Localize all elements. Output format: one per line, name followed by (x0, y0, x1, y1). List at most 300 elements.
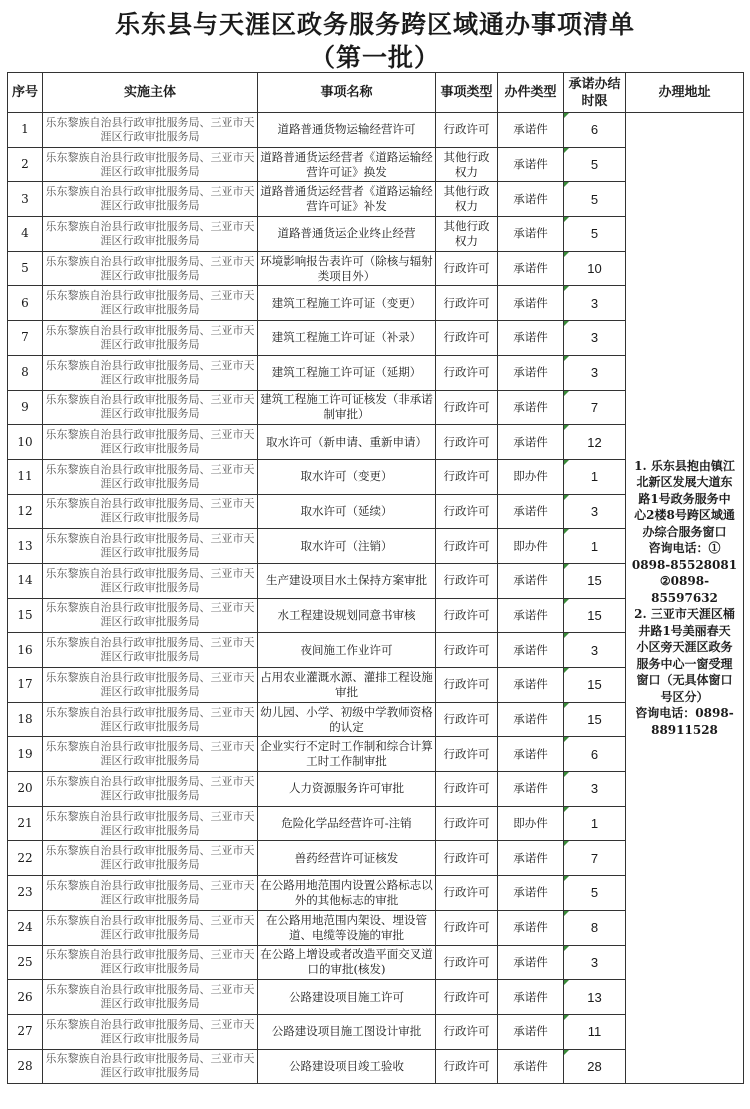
row-days (564, 945, 626, 980)
row-subject-text: 乐东黎族自治县行政审批服务局、三亚市天涯区行政审批服务局 (45, 428, 255, 456)
row-process-type (498, 772, 564, 807)
row-item-name (258, 390, 436, 425)
row-item-kind-text: 行政许可 (443, 954, 490, 969)
row-subject-text: 乐东黎族自治县行政审批服务局、三亚市天涯区行政审批服务局 (45, 809, 255, 837)
row-subject (43, 113, 258, 148)
address-line: 号区分） (660, 689, 709, 704)
row-days (564, 321, 626, 356)
row-process-type-text: 承诺件 (513, 157, 548, 172)
row-item-name (258, 1014, 436, 1049)
row-item-kind (436, 702, 498, 737)
row-number-text: 18 (17, 712, 33, 727)
row-item-name-text: 公路建设项目施工许可 (289, 989, 404, 1004)
row-subject (43, 702, 258, 737)
row-subject (43, 668, 258, 703)
address-line: 0898-85528081 (631, 557, 738, 572)
row-subject-text: 乐东黎族自治县行政审批服务局、三亚市天涯区行政审批服务局 (45, 878, 255, 906)
row-item-kind (436, 459, 498, 494)
row-item-name-text: 环境影响报告表许可（除核与辐射类项目外） (260, 253, 433, 283)
row-item-kind (436, 910, 498, 945)
row-number (8, 668, 43, 703)
cell-marker-icon (564, 876, 569, 881)
row-process-type (498, 563, 564, 598)
row-item-kind-text: 行政许可 (443, 399, 490, 414)
cell-marker-icon (564, 425, 569, 430)
row-item-name-text: 在公路上增设或者改造平面交叉道口的审批(核发) (260, 947, 433, 977)
row-number (8, 113, 43, 148)
row-process-type (498, 598, 564, 633)
address-line: 咨询电话：① (648, 541, 721, 556)
row-item-kind (436, 980, 498, 1015)
row-subject (43, 217, 258, 252)
row-item-name-text: 兽药经营许可证核发 (294, 850, 399, 865)
row-days-text: 1 (590, 538, 599, 554)
row-days (564, 772, 626, 807)
row-item-name (258, 251, 436, 286)
row-item-name-text: 企业实行不定时工作制和综合计算工时工作制审批 (260, 739, 433, 769)
header-no: 序号 (8, 73, 43, 113)
row-number-text: 21 (17, 816, 33, 831)
row-process-type-text: 承诺件 (513, 399, 548, 414)
row-number (8, 841, 43, 876)
row-item-kind (436, 668, 498, 703)
cell-marker-icon (564, 356, 569, 361)
row-number-text: 1 (21, 122, 29, 137)
row-item-kind-text: 行政许可 (443, 261, 490, 276)
row-process-type (498, 425, 564, 460)
row-number (8, 737, 43, 772)
row-days-text: 15 (587, 712, 602, 728)
cell-marker-icon (564, 182, 569, 187)
row-days (564, 182, 626, 217)
row-number-text: 8 (21, 365, 29, 380)
row-subject-text: 乐东黎族自治县行政审批服务局、三亚市天涯区行政审批服务局 (45, 948, 255, 976)
cell-marker-icon (564, 633, 569, 638)
row-item-name-text: 危险化学品经营许可-注销 (281, 816, 412, 831)
row-subject (43, 147, 258, 182)
row-item-name (258, 286, 436, 321)
row-process-type (498, 147, 564, 182)
row-process-type (498, 321, 564, 356)
row-item-name (258, 806, 436, 841)
row-number (8, 459, 43, 494)
table-body (8, 113, 744, 1084)
address-line: 北新区发展大道东 (636, 475, 733, 490)
cell-marker-icon (564, 1015, 569, 1020)
row-item-name-text: 道路普通货运经营者《道路运输经营许可证》补发 (260, 184, 433, 214)
row-item-kind (436, 147, 498, 182)
row-number (8, 806, 43, 841)
row-number (8, 147, 43, 182)
row-process-type (498, 806, 564, 841)
row-item-kind (436, 355, 498, 390)
row-subject-text: 乐东黎族自治县行政审批服务局、三亚市天涯区行政审批服务局 (45, 566, 255, 594)
row-item-kind-text: 行政许可 (443, 330, 490, 345)
row-item-name (258, 633, 436, 668)
row-item-kind (436, 841, 498, 876)
address-line: 咨询电话：0898- (635, 706, 734, 721)
row-days-text: 10 (587, 261, 602, 277)
address-line: 85597632 (651, 590, 718, 605)
cell-marker-icon (564, 460, 569, 465)
row-process-type-text: 承诺件 (513, 573, 548, 588)
row-item-kind-text: 行政许可 (443, 989, 490, 1004)
row-item-kind (436, 806, 498, 841)
row-days-text: 12 (587, 434, 602, 450)
row-subject (43, 876, 258, 911)
row-days-text: 6 (590, 746, 599, 762)
row-subject (43, 806, 258, 841)
row-item-kind-text: 行政许可 (443, 1024, 490, 1039)
cell-marker-icon (564, 807, 569, 812)
row-subject-text: 乐东黎族自治县行政审批服务局、三亚市天涯区行政审批服务局 (45, 774, 255, 802)
row-item-kind-text: 行政许可 (443, 122, 490, 137)
address-line: 2. 三亚市天涯区桶 (634, 607, 735, 622)
row-days-text: 15 (587, 677, 602, 693)
header-address: 办理地址 (626, 73, 744, 113)
row-item-name-text: 公路建设项目竣工验收 (289, 1058, 404, 1073)
row-subject (43, 737, 258, 772)
row-item-kind-text: 行政许可 (443, 573, 490, 588)
cell-marker-icon (564, 391, 569, 396)
row-days-text: 11 (587, 1024, 602, 1040)
row-days-text: 5 (590, 226, 599, 242)
row-process-type (498, 1049, 564, 1084)
cell-marker-icon (564, 703, 569, 708)
row-number (8, 876, 43, 911)
row-item-name (258, 1049, 436, 1084)
row-process-type (498, 529, 564, 564)
row-item-name-text: 取水许可（新申请、重新申请） (266, 434, 427, 449)
row-item-name (258, 113, 436, 148)
row-days (564, 113, 626, 148)
row-process-type-text: 承诺件 (513, 885, 548, 900)
cell-marker-icon (564, 911, 569, 916)
row-days-text: 6 (590, 122, 599, 138)
row-subject-text: 乐东黎族自治县行政审批服务局、三亚市天涯区行政审批服务局 (45, 323, 255, 351)
row-item-kind-text: 其他行政权力 (443, 184, 490, 214)
row-days (564, 286, 626, 321)
row-days (564, 529, 626, 564)
row-days-text: 3 (590, 330, 599, 346)
row-number-text: 25 (17, 954, 33, 969)
row-days-text: 13 (587, 989, 602, 1005)
row-number (8, 390, 43, 425)
row-days-text: 3 (590, 954, 599, 970)
row-item-name (258, 459, 436, 494)
service-items-table (7, 72, 744, 1084)
row-process-type-text: 承诺件 (513, 746, 548, 761)
row-item-name (258, 529, 436, 564)
header-days: 承诺办结时限 (564, 73, 626, 113)
row-item-kind-text: 行政许可 (443, 469, 490, 484)
row-days (564, 980, 626, 1015)
row-number (8, 494, 43, 529)
row-days (564, 737, 626, 772)
cell-marker-icon (564, 599, 569, 604)
row-subject (43, 390, 258, 425)
title-line-1: 乐东县与天涯区政务服务跨区域通办事项清单 (114, 10, 635, 39)
cell-marker-icon (564, 529, 569, 534)
row-number (8, 182, 43, 217)
row-process-type-text: 承诺件 (513, 989, 548, 1004)
row-process-type-text: 承诺件 (513, 677, 548, 692)
row-days (564, 390, 626, 425)
row-item-name (258, 563, 436, 598)
row-process-type-text: 承诺件 (513, 191, 548, 206)
row-process-type-text: 承诺件 (513, 295, 548, 310)
row-number (8, 321, 43, 356)
row-process-type (498, 737, 564, 772)
row-item-kind-text: 其他行政权力 (443, 218, 490, 248)
row-days (564, 668, 626, 703)
row-subject (43, 286, 258, 321)
row-subject-text: 乐东黎族自治县行政审批服务局、三亚市天涯区行政审批服务局 (45, 219, 255, 247)
row-days (564, 598, 626, 633)
row-item-kind (436, 563, 498, 598)
row-subject-text: 乐东黎族自治县行政审批服务局、三亚市天涯区行政审批服务局 (45, 393, 255, 421)
row-item-kind-text: 行政许可 (443, 677, 490, 692)
row-item-kind (436, 772, 498, 807)
row-process-type (498, 251, 564, 286)
row-item-name (258, 702, 436, 737)
cell-marker-icon (564, 148, 569, 153)
row-days-text: 28 (587, 1058, 602, 1074)
row-item-name-text: 人力资源服务许可审批 (289, 781, 404, 796)
row-item-kind (436, 390, 498, 425)
row-item-kind-text: 行政许可 (443, 816, 490, 831)
row-subject-text: 乐东黎族自治县行政审批服务局、三亚市天涯区行政审批服务局 (45, 601, 255, 629)
table-header-row (8, 73, 744, 113)
row-days (564, 876, 626, 911)
cell-marker-icon (564, 1050, 569, 1055)
row-item-kind (436, 251, 498, 286)
row-number-text: 7 (21, 330, 29, 345)
row-process-type-text: 承诺件 (513, 850, 548, 865)
row-number (8, 633, 43, 668)
row-subject-text: 乐东黎族自治县行政审批服务局、三亚市天涯区行政审批服务局 (45, 358, 255, 386)
cell-marker-icon (564, 321, 569, 326)
row-item-kind-text: 行政许可 (443, 295, 490, 310)
row-item-name-text: 取水许可（延续） (300, 503, 393, 518)
row-days (564, 563, 626, 598)
row-item-kind-text: 行政许可 (443, 712, 490, 727)
row-days (564, 1049, 626, 1084)
row-number-text: 26 (17, 989, 33, 1004)
address-line: 窗口（无具体窗口 (636, 673, 733, 688)
row-subject (43, 321, 258, 356)
document-title (0, 8, 750, 74)
row-number (8, 563, 43, 598)
row-subject (43, 772, 258, 807)
title-line-2: （第一批） (309, 43, 440, 72)
row-subject-text: 乐东黎族自治县行政审批服务局、三亚市天涯区行政审批服务局 (45, 150, 255, 178)
row-item-name-text: 水工程建设规划同意书审核 (277, 607, 416, 622)
row-number-text: 28 (17, 1058, 33, 1073)
row-process-type-text: 即办件 (513, 816, 548, 831)
row-item-kind-text: 行政许可 (443, 885, 490, 900)
row-item-kind (436, 182, 498, 217)
row-process-type-text: 承诺件 (513, 1058, 548, 1073)
row-process-type-text: 即办件 (513, 469, 548, 484)
row-process-type (498, 876, 564, 911)
address-line: 88911528 (651, 722, 718, 737)
row-item-name (258, 494, 436, 529)
row-subject-text: 乐东黎族自治县行政审批服务局、三亚市天涯区行政审批服务局 (45, 497, 255, 525)
row-days-text: 3 (590, 365, 599, 381)
table-row (8, 113, 744, 148)
row-item-kind-text: 行政许可 (443, 746, 490, 761)
row-subject-text: 乐东黎族自治县行政审批服务局、三亚市天涯区行政审批服务局 (45, 670, 255, 698)
row-process-type-text: 承诺件 (513, 781, 548, 796)
row-days-text: 1 (590, 816, 599, 832)
row-process-type-text: 承诺件 (513, 607, 548, 622)
row-item-name (258, 910, 436, 945)
row-days-text: 3 (590, 642, 599, 658)
row-item-name (258, 772, 436, 807)
row-number-text: 6 (21, 295, 29, 310)
row-number (8, 1014, 43, 1049)
row-item-kind (436, 217, 498, 252)
cell-marker-icon (564, 252, 569, 257)
row-number (8, 910, 43, 945)
row-subject (43, 980, 258, 1015)
row-item-name-text: 建筑工程施工许可证核发（非承诺制审批） (260, 392, 433, 422)
row-item-kind-text: 行政许可 (443, 642, 490, 657)
row-item-kind (436, 425, 498, 460)
row-item-kind (436, 1049, 498, 1084)
row-item-kind-text: 行政许可 (443, 538, 490, 553)
row-process-type-text: 承诺件 (513, 642, 548, 657)
row-days (564, 251, 626, 286)
row-number-text: 27 (17, 1024, 33, 1039)
row-number-text: 11 (17, 469, 33, 484)
row-subject (43, 459, 258, 494)
row-process-type (498, 910, 564, 945)
row-item-kind-text: 其他行政权力 (443, 149, 490, 179)
row-subject (43, 251, 258, 286)
header-kind: 事项类型 (436, 73, 498, 113)
row-subject (43, 598, 258, 633)
row-process-type-text: 承诺件 (513, 434, 548, 449)
row-item-kind (436, 598, 498, 633)
row-item-kind-text: 行政许可 (443, 607, 490, 622)
row-item-name (258, 876, 436, 911)
row-days-text: 1 (590, 469, 599, 485)
row-process-type-text: 承诺件 (513, 1024, 548, 1039)
cell-marker-icon (564, 286, 569, 291)
row-number (8, 772, 43, 807)
row-item-name-text: 占用农业灌溉水源、灌排工程设施审批 (260, 669, 433, 699)
row-subject (43, 1049, 258, 1084)
row-item-name (258, 841, 436, 876)
row-item-kind (436, 494, 498, 529)
row-subject-text: 乐东黎族自治县行政审批服务局、三亚市天涯区行政审批服务局 (45, 740, 255, 768)
row-item-name (258, 737, 436, 772)
row-number-text: 22 (17, 850, 33, 865)
row-subject-text: 乐东黎族自治县行政审批服务局、三亚市天涯区行政审批服务局 (45, 115, 255, 143)
header-name: 事项名称 (258, 73, 436, 113)
row-item-name-text: 幼儿园、小学、初级中学教师资格的认定 (260, 704, 433, 734)
row-item-kind (436, 321, 498, 356)
row-days-text: 5 (590, 157, 599, 173)
row-subject (43, 529, 258, 564)
row-process-type-text: 承诺件 (513, 712, 548, 727)
row-subject-text: 乐东黎族自治县行政审批服务局、三亚市天涯区行政审批服务局 (45, 636, 255, 664)
address-line: 办综合服务窗口 (642, 524, 727, 539)
row-process-type-text: 承诺件 (513, 122, 548, 137)
row-item-name-text: 道路普通货物运输经营许可 (277, 122, 416, 137)
row-item-name-text: 取水许可（注销） (300, 538, 393, 553)
address-cell (626, 113, 744, 1084)
row-process-type-text: 承诺件 (513, 365, 548, 380)
row-number-text: 12 (17, 503, 33, 518)
row-process-type (498, 459, 564, 494)
row-subject (43, 182, 258, 217)
address-line: 路1号政务服务中 (638, 491, 731, 506)
row-subject (43, 425, 258, 460)
row-process-type (498, 355, 564, 390)
row-days-text: 3 (590, 295, 599, 311)
row-days-text: 8 (590, 920, 599, 936)
row-process-type (498, 945, 564, 980)
row-number (8, 286, 43, 321)
row-item-kind (436, 1014, 498, 1049)
row-subject (43, 563, 258, 598)
row-subject-text: 乐东黎族自治县行政审批服务局、三亚市天涯区行政审批服务局 (45, 913, 255, 941)
row-days (564, 147, 626, 182)
row-item-name (258, 147, 436, 182)
address-line: 小区旁天涯区政务 (636, 640, 733, 655)
address-line: 1. 乐东县抱由镇江 (634, 458, 735, 473)
row-number (8, 355, 43, 390)
row-item-kind-text: 行政许可 (443, 781, 490, 796)
row-subject-text: 乐东黎族自治县行政审批服务局、三亚市天涯区行政审批服务局 (45, 185, 255, 213)
row-process-type-text: 承诺件 (513, 330, 548, 345)
row-process-type-text: 承诺件 (513, 261, 548, 276)
row-item-name (258, 945, 436, 980)
row-days-text: 5 (590, 191, 599, 207)
row-subject (43, 910, 258, 945)
row-number-text: 4 (21, 226, 29, 241)
row-days (564, 633, 626, 668)
header-subject: 实施主体 (43, 73, 258, 113)
row-subject-text: 乐东黎族自治县行政审批服务局、三亚市天涯区行政审批服务局 (45, 254, 255, 282)
row-days-text: 5 (590, 885, 599, 901)
row-process-type (498, 1014, 564, 1049)
row-item-kind-text: 行政许可 (443, 365, 490, 380)
row-item-name-text: 公路建设项目施工图设计审批 (271, 1024, 422, 1039)
row-item-kind-text: 行政许可 (443, 850, 490, 865)
row-item-name-text: 建筑工程施工许可证（延期） (271, 365, 422, 380)
row-number (8, 425, 43, 460)
row-number-text: 24 (17, 920, 33, 935)
row-process-type-text: 承诺件 (513, 920, 548, 935)
row-item-name-text: 生产建设项目水土保持方案审批 (266, 573, 427, 588)
row-item-name-text: 建筑工程施工许可证（补录） (271, 330, 422, 345)
row-number (8, 217, 43, 252)
row-process-type (498, 286, 564, 321)
row-days (564, 910, 626, 945)
address-line: 心2楼8号跨区域通 (634, 508, 735, 523)
row-item-name-text: 在公路用地范围内设置公路标志以外的其他标志的审批 (260, 877, 433, 907)
row-subject-text: 乐东黎族自治县行政审批服务局、三亚市天涯区行政审批服务局 (45, 532, 255, 560)
row-number-text: 16 (17, 642, 33, 657)
row-days (564, 425, 626, 460)
row-number (8, 980, 43, 1015)
row-item-name (258, 217, 436, 252)
row-item-name (258, 425, 436, 460)
